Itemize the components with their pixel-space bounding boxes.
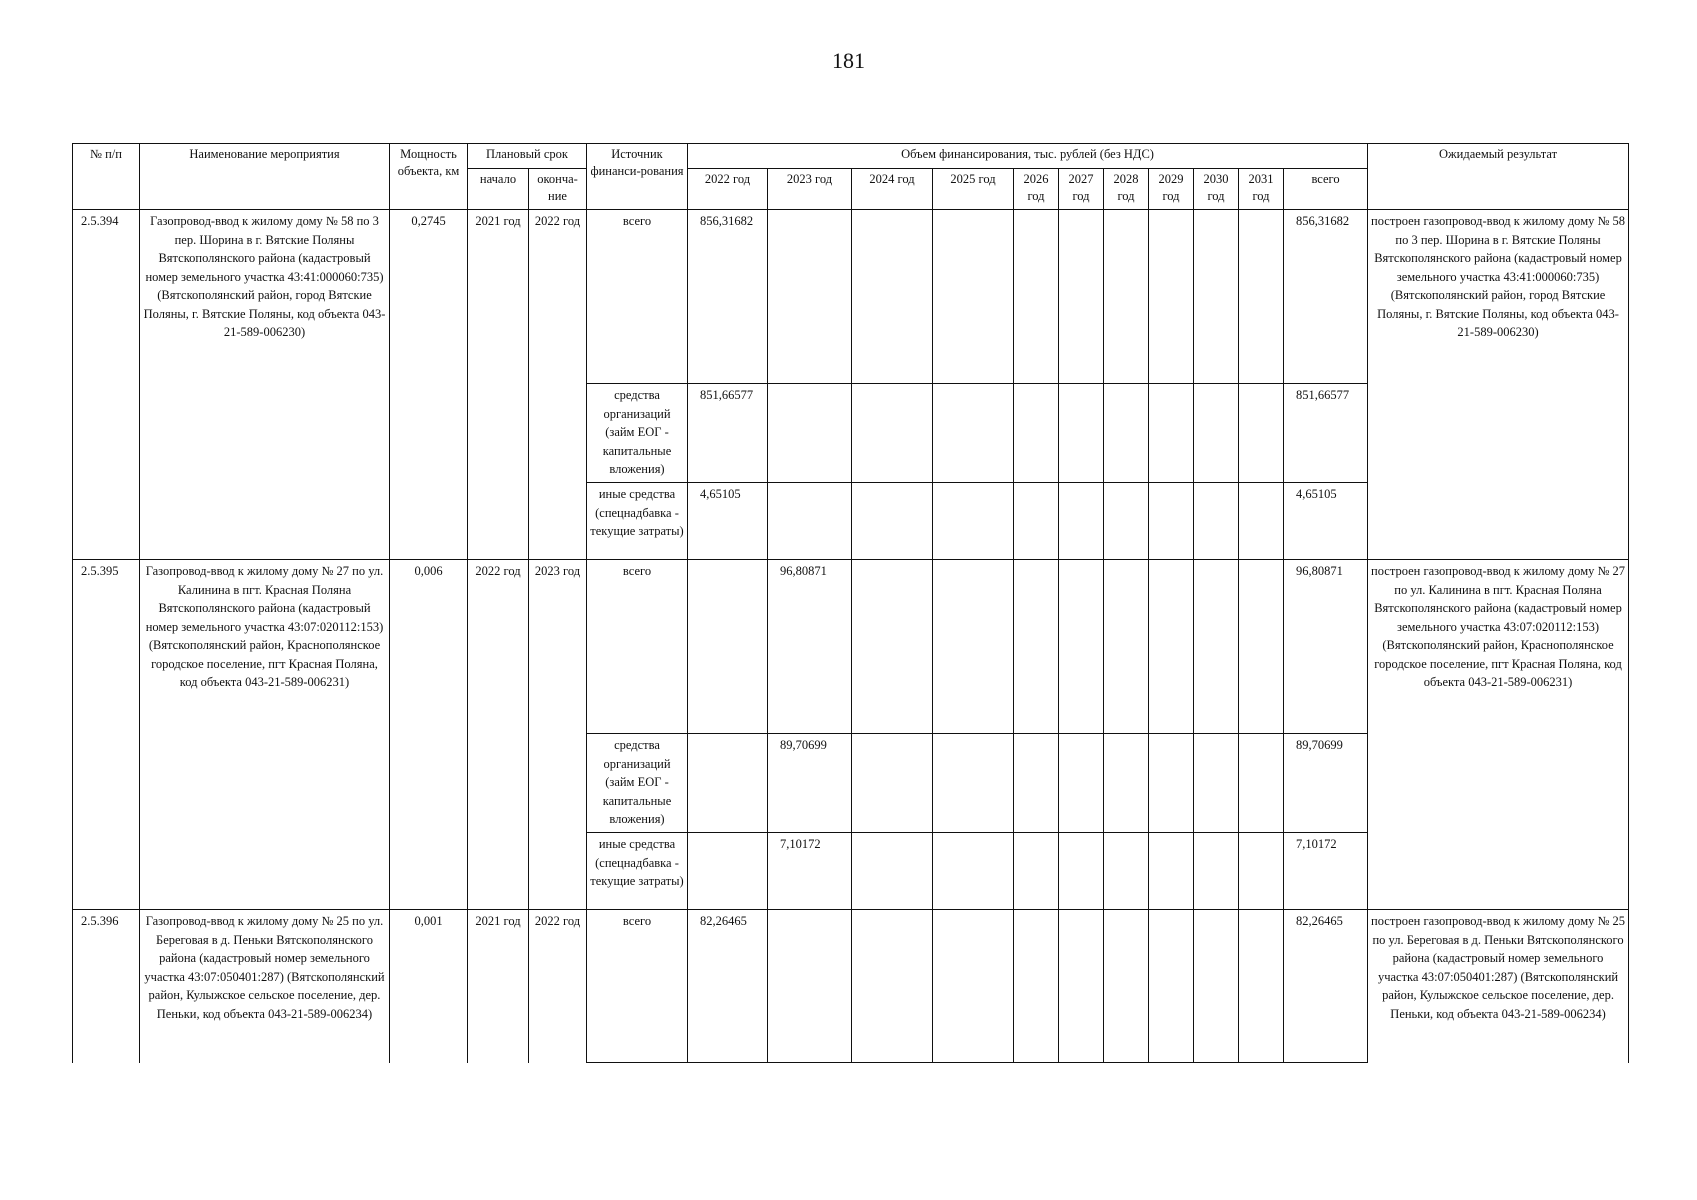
year-value <box>1194 910 1239 1063</box>
year-value <box>768 910 852 1063</box>
year-value <box>933 483 1014 560</box>
year-value <box>852 833 933 910</box>
header-year: 2029 год <box>1149 169 1194 210</box>
year-value <box>1104 560 1149 734</box>
year-value <box>1014 483 1059 560</box>
year-value <box>1149 483 1194 560</box>
item-number: 2.5.395 <box>73 560 140 910</box>
year-value <box>1149 384 1194 483</box>
year-value <box>933 384 1014 483</box>
year-value <box>1194 560 1239 734</box>
year-value <box>1194 483 1239 560</box>
item-result: построен газопровод-ввод к жилому дому № 27 по ул. Калинина в пгт. Красная Поляна Вятскополянского района (кадастровый номер земельного участка 43:07:020112:153) (Вятскополянский район, Краснополянское городское поселение, пгт Красная Поляна, код объекта 043-21-589-006231) <box>1368 560 1629 910</box>
header-term: Плановый срок <box>468 144 587 169</box>
header-year: 2030 год <box>1194 169 1239 210</box>
total-value: 89,70699 <box>1284 734 1368 833</box>
year-value <box>1104 210 1149 384</box>
year-value <box>1149 910 1194 1063</box>
item-end: 2023 год <box>529 560 587 910</box>
header-name: Наименование мероприятия <box>140 144 390 210</box>
year-value <box>1014 734 1059 833</box>
year-value <box>1059 384 1104 483</box>
year-value <box>933 734 1014 833</box>
item-capacity: 0,2745 <box>390 210 468 560</box>
header-total: всего <box>1284 169 1368 210</box>
year-value <box>768 384 852 483</box>
year-value <box>1149 734 1194 833</box>
year-value <box>1104 833 1149 910</box>
item-number: 2.5.396 <box>73 910 140 1063</box>
year-value <box>852 734 933 833</box>
table-row <box>73 210 1629 384</box>
header-year: 2023 год <box>768 169 852 210</box>
year-value <box>852 384 933 483</box>
funding-source: всего <box>587 560 688 734</box>
header-term-start: начало <box>468 169 529 210</box>
year-value <box>1239 384 1284 483</box>
year-value <box>768 210 852 384</box>
header-year: 2022 год <box>688 169 768 210</box>
item-end: 2022 год <box>529 910 587 1063</box>
year-value <box>1149 833 1194 910</box>
year-value <box>852 210 933 384</box>
item-result: построен газопровод-ввод к жилому дому № 58 по 3 пер. Шорина в г. Вятские Поляны Вятскополянского района (кадастровый номер земельного участка 43:41:000060:735) (Вятскополянский район, город Вятские Поляны, г. Вятские Поляны, код объекта 043-21-589-006230) <box>1368 210 1629 560</box>
year-value: 96,80871 <box>768 560 852 734</box>
header-year: 2025 год <box>933 169 1014 210</box>
year-value <box>1239 483 1284 560</box>
total-value: 856,31682 <box>1284 210 1368 384</box>
year-value <box>1239 833 1284 910</box>
table-row <box>73 910 1629 1063</box>
item-capacity: 0,001 <box>390 910 468 1063</box>
table-row <box>73 560 1629 734</box>
year-value <box>1239 560 1284 734</box>
funding-source: средства организаций (займ ЕОГ - капитальные вложения) <box>587 734 688 833</box>
year-value <box>1149 560 1194 734</box>
year-value <box>1059 734 1104 833</box>
page-number: 181 <box>832 48 865 73</box>
year-value <box>1239 210 1284 384</box>
item-end: 2022 год <box>529 210 587 560</box>
year-value <box>1059 210 1104 384</box>
year-value <box>852 483 933 560</box>
year-value <box>933 910 1014 1063</box>
year-value: 856,31682 <box>688 210 768 384</box>
year-value <box>1149 210 1194 384</box>
year-value <box>1104 483 1149 560</box>
total-value: 4,65105 <box>1284 483 1368 560</box>
header-year: 2026 год <box>1014 169 1059 210</box>
funding-source: иные средства (спецнадбавка - текущие затраты) <box>587 483 688 560</box>
year-value <box>1104 734 1149 833</box>
year-value <box>933 210 1014 384</box>
year-value <box>1059 560 1104 734</box>
header-year: 2031 год <box>1239 169 1284 210</box>
header-result: Ожидаемый результат <box>1368 144 1629 210</box>
year-value <box>1194 210 1239 384</box>
total-value: 7,10172 <box>1284 833 1368 910</box>
item-start: 2022 год <box>468 560 529 910</box>
year-value <box>1104 910 1149 1063</box>
year-value <box>1239 910 1284 1063</box>
year-value: 7,10172 <box>768 833 852 910</box>
year-value <box>1014 560 1059 734</box>
year-value <box>1059 833 1104 910</box>
header-source: Источник финанси-рования <box>587 144 688 210</box>
funding-source: всего <box>587 910 688 1063</box>
year-value <box>1014 910 1059 1063</box>
item-number: 2.5.394 <box>73 210 140 560</box>
year-value: 82,26465 <box>688 910 768 1063</box>
year-value <box>1059 483 1104 560</box>
total-value: 82,26465 <box>1284 910 1368 1063</box>
year-value <box>1194 384 1239 483</box>
header-year: 2027 год <box>1059 169 1104 210</box>
year-value <box>688 734 768 833</box>
item-name: Газопровод-ввод к жилому дому № 58 по 3 пер. Шорина в г. Вятские Поляны Вятскополянского района (кадастровый номер земельного участка 43:41:000060:735) (Вятскополянский район, город Вятские Поляны, г. Вятские Поляны, код объекта 043-21-589-006230) <box>140 210 390 560</box>
item-capacity: 0,006 <box>390 560 468 910</box>
year-value: 851,66577 <box>688 384 768 483</box>
year-value: 4,65105 <box>688 483 768 560</box>
total-value: 851,66577 <box>1284 384 1368 483</box>
header-capacity: Мощность объекта, км <box>390 144 468 210</box>
year-value: 89,70699 <box>768 734 852 833</box>
year-value <box>1239 734 1284 833</box>
header-year: 2028 год <box>1104 169 1149 210</box>
year-value <box>1014 384 1059 483</box>
header-volume: Объем финансирования, тыс. рублей (без НДС) <box>688 144 1368 169</box>
year-value <box>1059 910 1104 1063</box>
funding-source: всего <box>587 210 688 384</box>
header-year: 2024 год <box>852 169 933 210</box>
year-value <box>933 833 1014 910</box>
item-start: 2021 год <box>468 210 529 560</box>
header-num: № п/п <box>73 144 140 210</box>
header-term-end: оконча-ние <box>529 169 587 210</box>
item-name: Газопровод-ввод к жилому дому № 25 по ул. Береговая в д. Пеньки Вятскополянского района (кадастровый номер земельного участка 43:07:050401:287) (Вятскополянский район, Кулыжское сельское поселение, дер. Пеньки, код объекта 043-21-589-006234) <box>140 910 390 1063</box>
total-value: 96,80871 <box>1284 560 1368 734</box>
year-value <box>768 483 852 560</box>
item-start: 2021 год <box>468 910 529 1063</box>
funding-source: иные средства (спецнадбавка - текущие затраты) <box>587 833 688 910</box>
year-value <box>1014 833 1059 910</box>
year-value <box>933 560 1014 734</box>
financing-table <box>72 143 1629 1063</box>
year-value <box>1014 210 1059 384</box>
year-value <box>688 560 768 734</box>
year-value <box>1194 833 1239 910</box>
funding-source: средства организаций (займ ЕОГ - капитальные вложения) <box>587 384 688 483</box>
item-result: построен газопровод-ввод к жилому дому № 25 по ул. Береговая в д. Пеньки Вятскополянского района (кадастровый номер земельного участка 43:07:050401:287) (Вятскополянский район, Кулыжское сельское поселение, дер. Пеньки, код объекта 043-21-589-006234) <box>1368 910 1629 1063</box>
year-value <box>688 833 768 910</box>
year-value <box>852 910 933 1063</box>
item-name: Газопровод-ввод к жилому дому № 27 по ул. Калинина в пгт. Красная Поляна Вятскополянского района (кадастровый номер земельного участка 43:07:020112:153) (Вятскополянский район, Краснополянское городское поселение, пгт Красная Поляна, код объекта 043-21-589-006231) <box>140 560 390 910</box>
year-value <box>1104 384 1149 483</box>
year-value <box>852 560 933 734</box>
year-value <box>1194 734 1239 833</box>
